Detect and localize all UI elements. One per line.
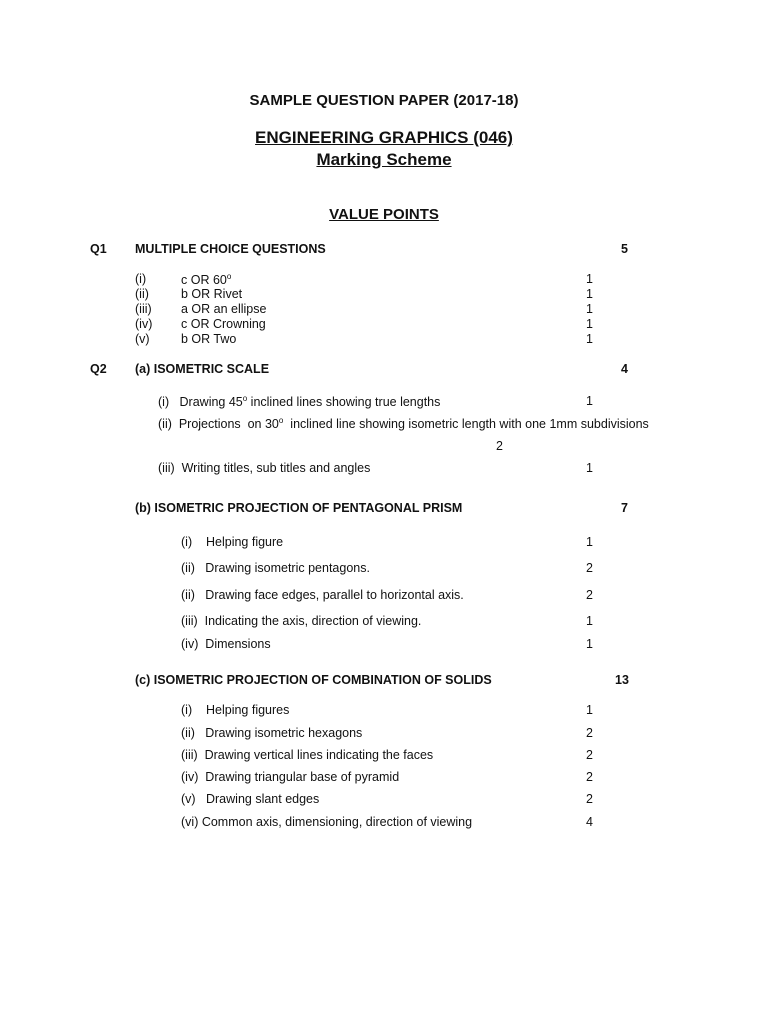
q2a-item-text: (ii) Projections on 30$^o$ inclined line showing isometric length with one 1mm subdivisions bbox=[158, 416, 649, 432]
q1-item-answer: b OR Rivet bbox=[181, 287, 243, 301]
q2b-item-mark: 2 bbox=[586, 561, 593, 575]
q1-item-mark: 1 bbox=[586, 317, 593, 331]
q1-item-mark: 1 bbox=[586, 272, 593, 286]
q2c-item-mark: 1 bbox=[586, 703, 593, 717]
q2b-item-text: (ii) Drawing face edges, parallel to horizontal axis. bbox=[181, 588, 464, 602]
q2c-title: (c) ISOMETRIC PROJECTION OF COMBINATION OF SOLIDS bbox=[135, 673, 492, 687]
q1-item-answer: b OR Two bbox=[181, 332, 237, 346]
q2c-marks: 13 bbox=[615, 673, 629, 687]
paper-title: SAMPLE QUESTION PAPER (2017-18) bbox=[249, 92, 519, 109]
q2b-marks: 7 bbox=[621, 501, 628, 515]
q2a-marks: 4 bbox=[621, 362, 628, 376]
q1-number: Q1 bbox=[90, 242, 107, 256]
q1-item-answer: c OR 60$^o$ bbox=[181, 272, 232, 288]
q2b-item-text: (iv) Dimensions bbox=[181, 637, 271, 651]
q1-item-roman: (ii) bbox=[135, 287, 149, 301]
q1-item-mark: 1 bbox=[586, 287, 593, 301]
q2-number: Q2 bbox=[90, 362, 107, 376]
q1-title: MULTIPLE CHOICE QUESTIONS bbox=[135, 242, 326, 256]
q2b-item-mark: 1 bbox=[586, 535, 593, 549]
q1-item-answer: c OR Crowning bbox=[181, 317, 266, 331]
q2c-item-text: (ii) Drawing isometric hexagons bbox=[181, 726, 363, 740]
q1-item-roman: (v) bbox=[135, 332, 150, 346]
q2c-item-text: (iii) Drawing vertical lines indicating the faces bbox=[181, 748, 434, 762]
q1-item-mark: 1 bbox=[586, 332, 593, 346]
q2c-item-text: (vi) Common axis, dimensioning, direction of viewing bbox=[181, 815, 473, 829]
q1-item-roman: (iii) bbox=[135, 302, 152, 316]
subject-title: ENGINEERING GRAPHICS (046) bbox=[255, 128, 513, 147]
q2b-item-text: (iii) Indicating the axis, direction of viewing. bbox=[181, 614, 422, 628]
q2b-item-text: (i) Helping figure bbox=[181, 535, 284, 549]
q2c-item-text: (i) Helping figures bbox=[181, 703, 290, 717]
q2b-item-mark: 2 bbox=[586, 588, 593, 602]
q2c-item-mark: 4 bbox=[586, 815, 593, 829]
q1-item-mark: 1 bbox=[586, 302, 593, 316]
marking-scheme-title: Marking Scheme bbox=[316, 150, 452, 169]
q2c-item-mark: 2 bbox=[586, 748, 593, 762]
q2c-item-mark: 2 bbox=[586, 726, 593, 740]
q2a-item-text: (i) Drawing 45$^o$ inclined lines showing true lengths bbox=[158, 394, 441, 410]
q2a-item-text: (iii) Writing titles, sub titles and angles bbox=[158, 461, 371, 475]
value-points-heading: VALUE POINTS bbox=[329, 206, 439, 223]
q2c-item-text: (iv) Drawing triangular base of pyramid bbox=[181, 770, 400, 784]
q1-item-answer: a OR an ellipse bbox=[181, 302, 267, 316]
q2a-item-mark: 2 bbox=[496, 439, 503, 453]
q2a-title: (a) ISOMETRIC SCALE bbox=[135, 362, 270, 376]
q1-item-roman: (iv) bbox=[135, 317, 153, 331]
q2b-item-mark: 1 bbox=[586, 614, 593, 628]
q2c-item-text: (v) Drawing slant edges bbox=[181, 792, 320, 806]
q2a-item-mark: 1 bbox=[586, 394, 593, 408]
q2a-item-mark: 1 bbox=[586, 461, 593, 475]
q2b-item-mark: 1 bbox=[586, 637, 593, 651]
q1-marks: 5 bbox=[621, 242, 628, 256]
q2b-title: (b) ISOMETRIC PROJECTION OF PENTAGONAL PRISM bbox=[135, 501, 463, 515]
q1-item-roman: (i) bbox=[135, 272, 147, 286]
q2c-item-mark: 2 bbox=[586, 770, 593, 784]
q2c-item-mark: 2 bbox=[586, 792, 593, 806]
q2b-item-text: (ii) Drawing isometric pentagons. bbox=[181, 561, 370, 575]
